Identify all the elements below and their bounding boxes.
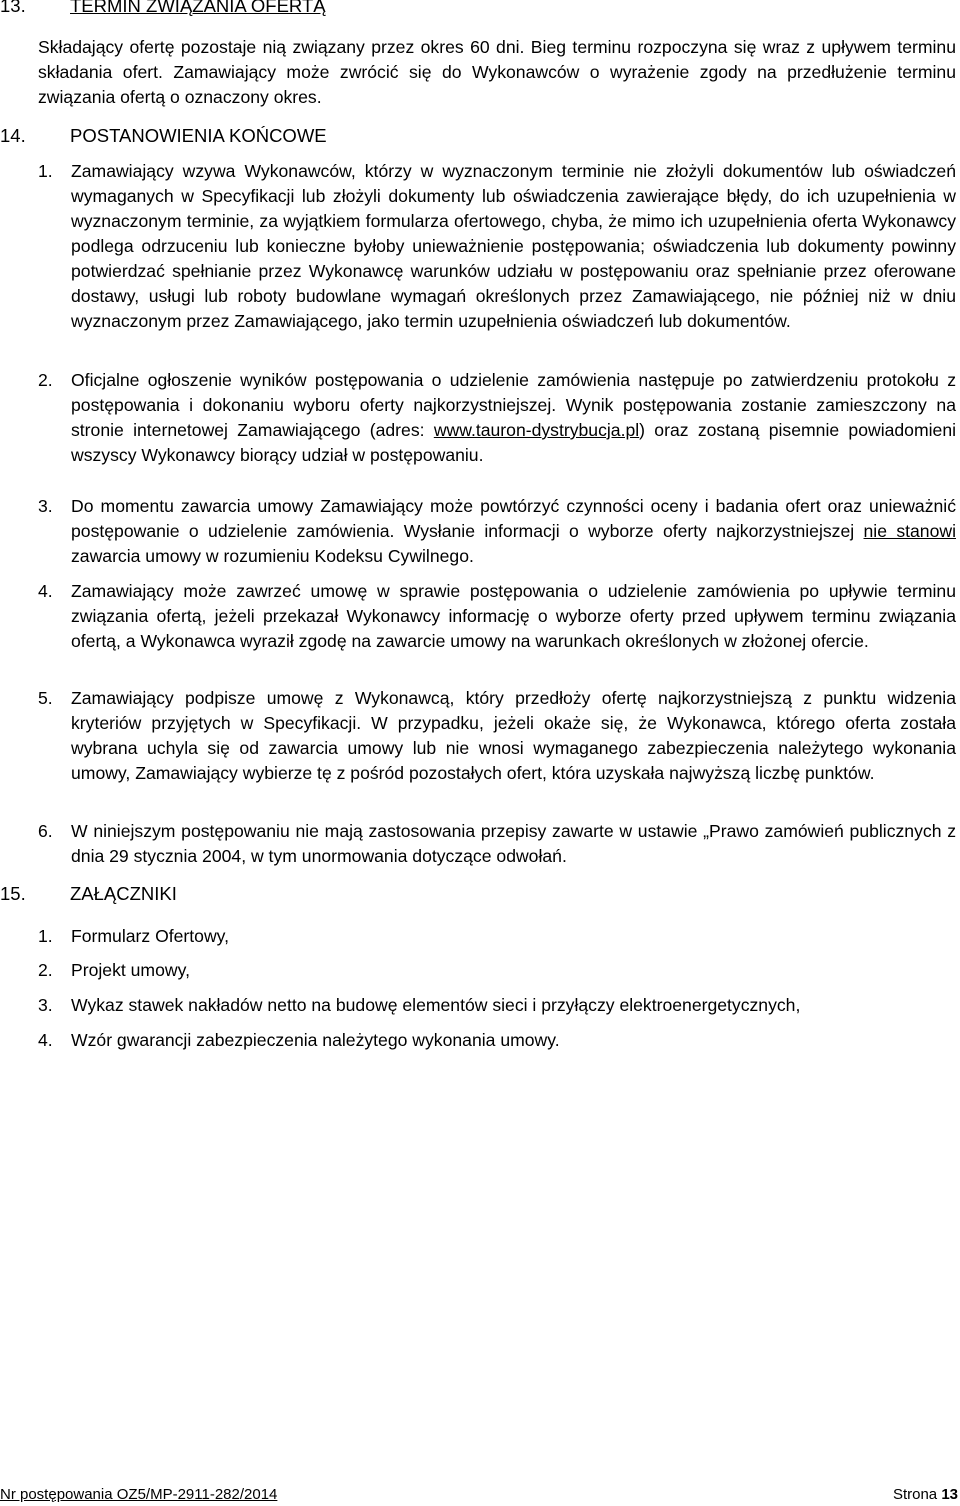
section-14-number: 14.	[0, 125, 26, 146]
item-text: Wzór gwarancji zabezpieczenia należytego wykonania umowy.	[71, 1030, 560, 1050]
item-text	[71, 494, 956, 569]
section-13-heading	[0, 0, 326, 19]
item-text-part: Oficjalne ogłoszenie wyników postępowania o udzielenie zamówienia następuje po zatwierdzeniu protokołu z postępowania i dokonaniu wyboru oferty najkorzystniejszej. Wynik postępowania zostanie zamieszczony na stronie internetowej Zamawiającego (adres:	[71, 370, 956, 440]
section-13-title: TERMIN ZWIĄZANIA OFERTĄ	[70, 0, 326, 16]
item-text	[71, 368, 956, 468]
section-14-title: POSTANOWIENIA KOŃCOWE	[70, 125, 327, 146]
item-text: Zamawiający podpisze umowę z Wykonawcą, który przedłoży ofertę najkorzystniejszą z punktu widzenia kryteriów przyjętych w Specyfikacji. W przypadku, jeżeli okaże się, że Wykonawca, którego oferta została wybrana uchyla się od zawarcia umowy lub nie wnosi wymaganego zabezpieczenia należytego wykonania umowy, Zamawiający wybierze tę z pośród pozostałych ofert, która uzyskała najwyższą liczbę punktów.	[71, 688, 956, 783]
item-number: 4.	[38, 581, 53, 601]
website-link[interactable]: www.tauron-dystrybucja.pl	[433, 420, 640, 440]
section-15-title: ZAŁĄCZNIKI	[70, 883, 177, 904]
underlined-phrase: nie stanowi	[863, 521, 956, 541]
item-number: 3.	[38, 995, 53, 1015]
item-number: 5.	[38, 688, 53, 708]
item-text: Wykaz stawek nakładów netto na budowę elementów sieci i przyłączy elektroenergetycznych,	[71, 995, 801, 1015]
item-number: 2.	[38, 370, 53, 390]
item-number: 4.	[38, 1030, 53, 1050]
item-text: Projekt umowy,	[71, 960, 190, 980]
item-number: 1.	[38, 926, 53, 946]
page-label: Strona	[892, 1486, 942, 1503]
page-indicator	[893, 1485, 958, 1505]
item-text: W niniejszym postępowaniu nie mają zastosowania przepisy zawarte w ustawie „Prawo zamówień publicznych z dnia 29 stycznia 2004, w tym unormowania dotyczące odwołań.	[71, 821, 956, 866]
section-14-heading	[0, 123, 327, 149]
section-13-number: 13.	[0, 0, 26, 16]
item-number: 3.	[38, 496, 53, 516]
item-text-part: Do momentu zawarcia umowy Zamawiający może powtórzyć czynności oceny i badania ofert oraz unieważnić postępowanie o udzielenie zamówienia. Wysłanie informacji o wyborze oferty najkorzystniejszej	[71, 496, 956, 541]
item-text-part: zawarcia umowy w rozumieniu Kodeksu Cywilnego.	[71, 546, 474, 566]
item-text: Formularz Ofertowy,	[71, 926, 230, 946]
item-text: Zamawiający może zawrzeć umowę w sprawie postępowania o udzielenie zamówienia po upływie terminu związania ofertą, jeżeli przekazał Wykonawcy informację o wyborze oferty przed upływem terminu związania ofertą, a Wykonawca wyraził zgodę na zawarcie umowy na warunkach określonych w złożonej ofercie.	[71, 581, 956, 651]
section-15-heading	[0, 881, 177, 907]
item-number: 1.	[38, 161, 53, 181]
item-text-part: ) oraz zostaną pisemnie powiadomieni wszyscy Wykonawcy biorący udział w postępowaniu.	[71, 420, 957, 465]
item-number: 2.	[38, 960, 53, 980]
item-number: 6.	[38, 821, 53, 841]
procedure-number: Nr postępowania OZ5/MP-2911-282/2014	[0, 1486, 278, 1503]
page-number: 13	[941, 1486, 958, 1503]
section-15-number: 15.	[0, 883, 26, 904]
section-13-text: Składający ofertę pozostaje nią związany przez okres 60 dni. Bieg terminu rozpoczyna się wraz z upływem terminu składania ofert. Zamawiający może zwrócić się do Wykonawców o wyrażenie zgody na przedłużenie terminu związania ofertą o oznaczony okres.	[38, 37, 956, 107]
item-text: Zamawiający wzywa Wykonawców, którzy w wyznaczonym terminie nie złożyli dokumentów lub oświadczeń wymaganych w Specyfikacji lub złożyli dokumenty lub oświadczenia zawierające błędy, do ich uzupełnienia w wyznaczonym terminie, za wyjątkiem formularza ofertowego, chyba, że mimo ich uzupełnienia oferta Wykonawcy podlega odrzuceniu lub konieczne byłoby unieważnienie postępowania; oświadczenia lub dokumenty powinny potwierdzać spełnianie przez Wykonawcę warunków udziału w postępowaniu oraz spełnianie przez oferowane dostawy, usługi lub roboty budowlane wymagań określonych przez Zamawiającego, nie później niż w dniu wyznaczonym przez Zamawiającego, jako termin uzupełnienia oświadczeń lub dokumentów.	[71, 161, 956, 331]
